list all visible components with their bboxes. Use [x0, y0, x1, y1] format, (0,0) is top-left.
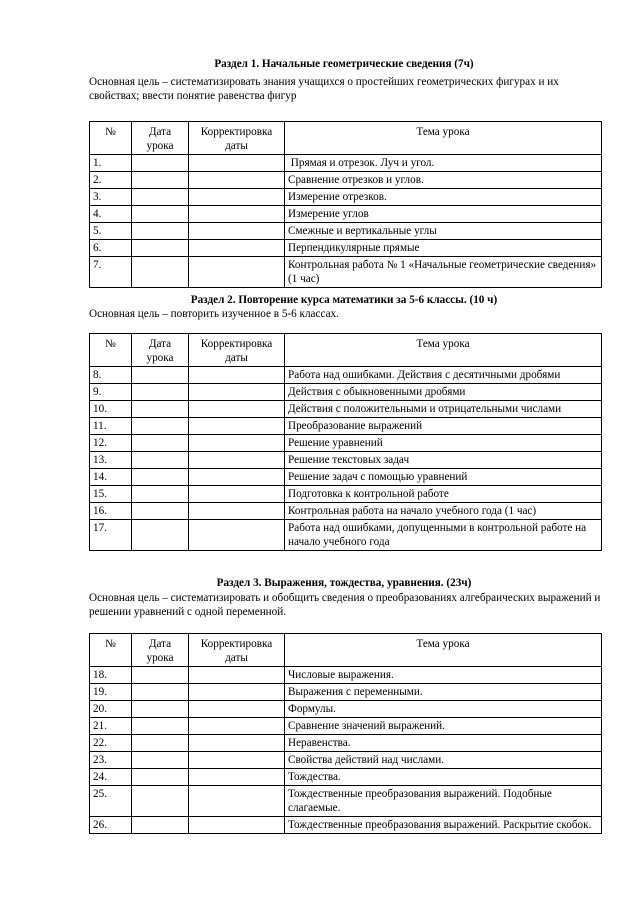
table-row: [90, 718, 602, 735]
lesson-topic: Сравнение значений выражений.: [285, 718, 602, 735]
table-row: [90, 667, 602, 684]
lesson-topic: Преобразование выражений: [285, 418, 602, 435]
lesson-correction-cell: [189, 486, 285, 503]
lesson-date-cell: [132, 503, 189, 520]
table-row: [90, 701, 602, 718]
lesson-number: 5.: [90, 223, 132, 240]
lesson-number: 6.: [90, 240, 132, 257]
lesson-topic: Числовые выражения.: [285, 667, 602, 684]
lesson-correction-cell: [189, 684, 285, 701]
lesson-topic: Формулы.: [285, 701, 602, 718]
lesson-number: 17.: [90, 520, 132, 551]
header-date: Дата урока: [132, 122, 189, 155]
lesson-date-cell: [132, 172, 189, 189]
lesson-topic: Работа над ошибками. Действия с десятичными дробями: [285, 367, 602, 384]
lesson-number: 8.: [90, 367, 132, 384]
lesson-correction-cell: [189, 384, 285, 401]
lesson-date-cell: [132, 206, 189, 223]
lesson-number: 2.: [90, 172, 132, 189]
lesson-correction-cell: [189, 469, 285, 486]
lesson-correction-cell: [189, 752, 285, 769]
table-row: [90, 172, 602, 189]
lesson-correction-cell: [189, 503, 285, 520]
lesson-topic: Решение текстовых задач: [285, 452, 602, 469]
lesson-number: 7.: [90, 257, 132, 288]
lesson-date-cell: [132, 435, 189, 452]
header-date: Дата урока: [132, 334, 189, 367]
lesson-date-cell: [132, 384, 189, 401]
lesson-topic: Действия с обыкновенными дробями: [285, 384, 602, 401]
lesson-date-cell: [132, 667, 189, 684]
lesson-correction-cell: [189, 817, 285, 834]
table-row: [90, 786, 602, 817]
lesson-correction-cell: [189, 701, 285, 718]
lesson-date-cell: [132, 684, 189, 701]
lesson-number: 23.: [90, 752, 132, 769]
lesson-topic: Перпендикулярные прямые: [285, 240, 602, 257]
section-2-goal: Основная цель – повторить изученное в 5-6 классах.: [89, 308, 339, 320]
lesson-number: 16.: [90, 503, 132, 520]
table-row: [90, 206, 602, 223]
lesson-date-cell: [132, 257, 189, 288]
lesson-number: 3.: [90, 189, 132, 206]
lesson-number: 26.: [90, 817, 132, 834]
lesson-topic: Свойства действий над числами.: [285, 752, 602, 769]
lesson-number: 22.: [90, 735, 132, 752]
lesson-correction-cell: [189, 667, 285, 684]
lesson-correction-cell: [189, 367, 285, 384]
lesson-date-cell: [132, 817, 189, 834]
lesson-date-cell: [132, 452, 189, 469]
lesson-date-cell: [132, 367, 189, 384]
lesson-correction-cell: [189, 257, 285, 288]
lesson-correction-cell: [189, 718, 285, 735]
lesson-number: 21.: [90, 718, 132, 735]
lesson-date-cell: [132, 189, 189, 206]
table-row: [90, 752, 602, 769]
lesson-correction-cell: [189, 769, 285, 786]
table-row: [90, 418, 602, 435]
lesson-number: 12.: [90, 435, 132, 452]
section-3-title: Раздел 3. Выражения, тождества, уравнения. (23ч): [216, 577, 472, 589]
lesson-correction-cell: [189, 452, 285, 469]
table-row: [90, 240, 602, 257]
table-row: [90, 435, 602, 452]
lesson-topic: Тождественные преобразования выражений. Подобные слагаемые.: [285, 786, 602, 817]
lesson-correction-cell: [189, 520, 285, 551]
lesson-number: 20.: [90, 701, 132, 718]
lesson-date-cell: [132, 155, 189, 172]
table-header-row: [90, 334, 602, 367]
lesson-topic: Измерение углов: [285, 206, 602, 223]
lesson-topic: Неравенства.: [285, 735, 602, 752]
header-correction: Корректировка даты: [189, 334, 285, 367]
header-date: Дата урока: [132, 634, 189, 667]
table-header-row: [90, 634, 602, 667]
lesson-topic: Измерение отрезков.: [285, 189, 602, 206]
header-topic: Тема урока: [285, 334, 602, 367]
table-row: [90, 189, 602, 206]
table-row: [90, 155, 602, 172]
lesson-correction-cell: [189, 206, 285, 223]
lesson-correction-cell: [189, 172, 285, 189]
lesson-correction-cell: [189, 189, 285, 206]
lesson-number: 13.: [90, 452, 132, 469]
lesson-topic: Решение уравнений: [285, 435, 602, 452]
lesson-number: 25.: [90, 786, 132, 817]
lesson-date-cell: [132, 240, 189, 257]
section-2-table: [89, 333, 602, 551]
table-row: [90, 769, 602, 786]
lesson-number: 14.: [90, 469, 132, 486]
lesson-date-cell: [132, 223, 189, 240]
lesson-date-cell: [132, 701, 189, 718]
lesson-correction-cell: [189, 240, 285, 257]
lesson-correction-cell: [189, 401, 285, 418]
table-row: [90, 257, 602, 288]
lesson-number: 18.: [90, 667, 132, 684]
lesson-topic: Контрольная работа на начало учебного года (1 час): [285, 503, 602, 520]
table-row: [90, 817, 602, 834]
lesson-topic: Сравнение отрезков и углов.: [285, 172, 602, 189]
header-topic: Тема урока: [285, 122, 602, 155]
section-1-goal: Основная цель – систематизировать знания учащихся о простейших геометрических фигурах и их свойствах; ввести понятие равенства фигур: [89, 76, 559, 102]
table-row: [90, 469, 602, 486]
lesson-date-cell: [132, 486, 189, 503]
lesson-topic: Решение задач с помощью уравнений: [285, 469, 602, 486]
lesson-date-cell: [132, 401, 189, 418]
lesson-topic: Работа над ошибками, допущенными в контрольной работе на начало учебного года: [285, 520, 602, 551]
header-correction: Корректировка даты: [189, 634, 285, 667]
table-row: [90, 735, 602, 752]
lesson-topic: Смежные и вертикальные углы: [285, 223, 602, 240]
lesson-topic: Тождественные преобразования выражений. Раскрытие скобок.: [285, 817, 602, 834]
lesson-topic: Подготовка к контрольной работе: [285, 486, 602, 503]
lesson-number: 1.: [90, 155, 132, 172]
section-2-title: Раздел 2. Повторение курса математики за 5-6 классы. (10 ч): [190, 294, 498, 306]
lesson-date-cell: [132, 718, 189, 735]
header-num: №: [90, 122, 132, 155]
table-row: [90, 401, 602, 418]
lesson-date-cell: [132, 520, 189, 551]
lesson-correction-cell: [189, 786, 285, 817]
lesson-number: 11.: [90, 418, 132, 435]
lesson-number: 24.: [90, 769, 132, 786]
lesson-topic: Тождества.: [285, 769, 602, 786]
table-row: [90, 486, 602, 503]
lesson-topic: Контрольная работа № 1 «Начальные геометрические сведения» (1 час): [285, 257, 602, 288]
lesson-correction-cell: [189, 418, 285, 435]
table-row: [90, 223, 602, 240]
lesson-date-cell: [132, 786, 189, 817]
header-num: №: [90, 634, 132, 667]
section-1-table: [89, 121, 602, 288]
lesson-correction-cell: [189, 735, 285, 752]
lesson-date-cell: [132, 752, 189, 769]
table-row: [90, 503, 602, 520]
lesson-topic: Действия с положительными и отрицательными числами: [285, 401, 602, 418]
lesson-number: 19.: [90, 684, 132, 701]
lesson-correction-cell: [189, 435, 285, 452]
lesson-topic: Выражения с переменными.: [285, 684, 602, 701]
section-3-goal: Основная цель – систематизировать и обобщить сведения о преобразованиях алгебраических выражений и решении уравнений с одной переменной.: [89, 592, 601, 618]
header-num: №: [90, 334, 132, 367]
table-row: [90, 452, 602, 469]
table-row: [90, 684, 602, 701]
lesson-number: 4.: [90, 206, 132, 223]
lesson-date-cell: [132, 735, 189, 752]
lesson-topic: Прямая и отрезок. Луч и угол.: [285, 155, 602, 172]
section-1-title: Раздел 1. Начальные геометрические сведения (7ч): [214, 58, 474, 70]
lesson-correction-cell: [189, 223, 285, 240]
lesson-number: 10.: [90, 401, 132, 418]
lesson-date-cell: [132, 418, 189, 435]
header-correction: Корректировка даты: [189, 122, 285, 155]
section-3-table: [89, 633, 602, 834]
lesson-number: 9.: [90, 384, 132, 401]
lesson-number: 15.: [90, 486, 132, 503]
table-row: [90, 520, 602, 551]
lesson-date-cell: [132, 469, 189, 486]
table-header-row: [90, 122, 602, 155]
lesson-correction-cell: [189, 155, 285, 172]
lesson-date-cell: [132, 769, 189, 786]
table-row: [90, 384, 602, 401]
table-row: [90, 367, 602, 384]
header-topic: Тема урока: [285, 634, 602, 667]
